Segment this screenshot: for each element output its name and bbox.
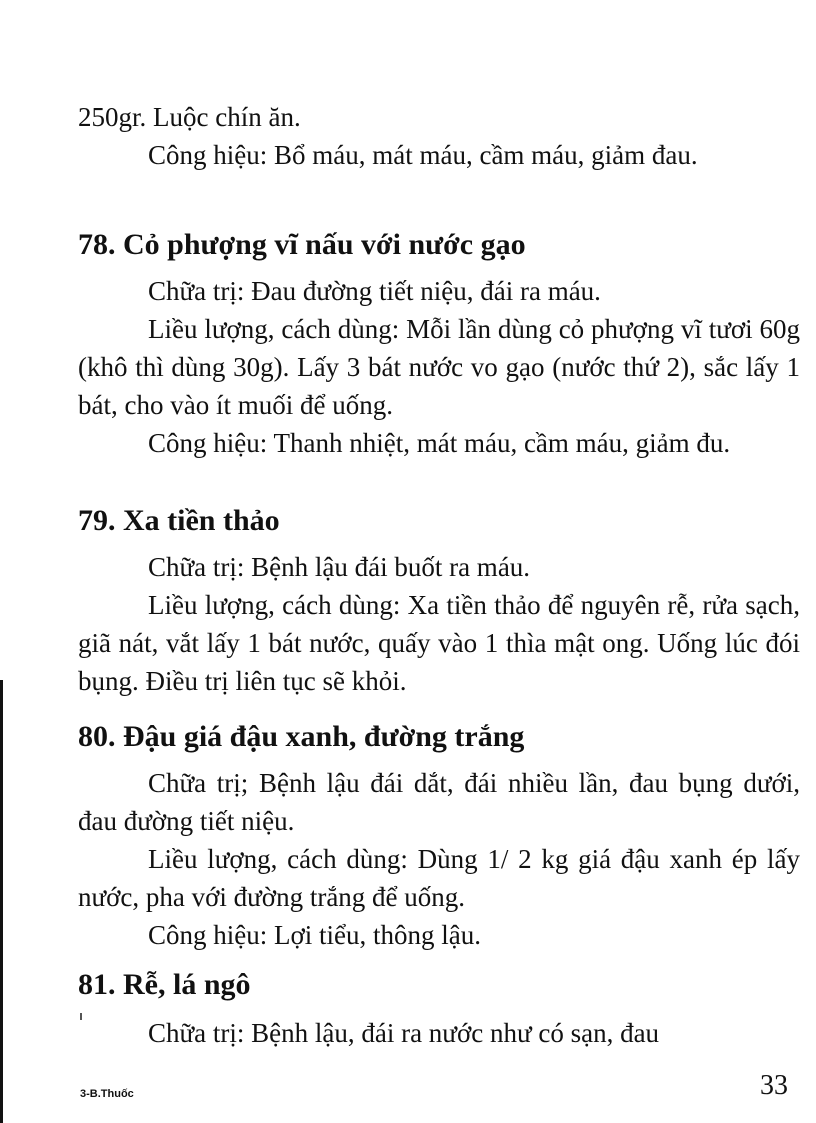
paragraph-80-effect: Công hiệu: Lợi tiểu, thông lậu. xyxy=(148,920,481,950)
heading-78: 78. Cỏ phượng vĩ nấu với nước gạo xyxy=(78,228,526,261)
footer-signature: 3-B.Thuốc xyxy=(80,1088,134,1100)
heading-80: 80. Đậu giá đậu xanh, đường trắng xyxy=(78,720,525,753)
paragraph-79-dosage: Liều lượng, cách dùng: Xa tiền thảo để nguyên rễ, rửa sạch, giã nát, vắt lấy 1 bát nước, quấy vào 1 thìa mật ong. Uống lúc đói bụng. Điều trị liên tục sẽ khỏi. xyxy=(78,590,800,696)
paragraph-80-treatment: Chữa trị; Bệnh lậu đái dắt, đái nhiều lần, đau bụng dưới, đau đường tiết niệu. xyxy=(78,768,800,836)
paragraph-78-dosage: Liều lượng, cách dùng: Mỗi lần dùng cỏ phượng vĩ tươi 60g (khô thì dùng 30g). Lấy 3 bát nước vo gạo (nước thứ 2), sắc lấy 1 bát, cho vào ít muối để uống. xyxy=(78,314,800,420)
paragraph-80-dosage: Liều lượng, cách dùng: Dùng 1/ 2 kg giá đậu xanh ép lấy nước, pha với đường trắng để uống. xyxy=(78,844,800,912)
heading-79: 79. Xa tiền thảo xyxy=(78,504,280,537)
book-page xyxy=(78,0,800,1123)
paragraph-79-treatment: Chữa trị: Bệnh lậu đái buốt ra máu. xyxy=(148,552,531,582)
paragraph-78-effect: Công hiệu: Thanh nhiệt, mát máu, cầm máu, giảm đu. xyxy=(148,428,731,458)
paragraph-effect: Công hiệu: Bổ máu, mát máu, cầm máu, giảm đau. xyxy=(148,140,698,170)
scan-edge-line xyxy=(0,680,3,1123)
page-number: 33 xyxy=(760,1070,788,1101)
paragraph-intro: 250gr. Luộc chín ăn. xyxy=(78,102,301,132)
heading-81: 81. Rễ, lá ngô xyxy=(78,968,251,1001)
paragraph-78-treatment: Chữa trị: Đau đường tiết niệu, đái ra máu. xyxy=(148,276,601,306)
paragraph-81-treatment: Chữa trị: Bệnh lậu, đái ra nước như có sạn, đau xyxy=(148,1018,660,1048)
